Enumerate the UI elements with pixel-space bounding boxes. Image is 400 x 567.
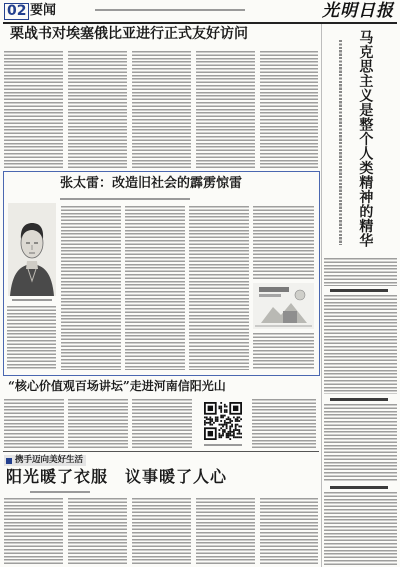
qr-module (218, 435, 220, 437)
qr-module (222, 415, 224, 417)
series-body-column (260, 498, 318, 565)
qr-module (218, 424, 220, 426)
lead-headline: 栗战书对埃塞俄比亚进行正式友好访问 (10, 26, 248, 42)
commentary-subhead (330, 486, 388, 489)
qr-module (209, 416, 211, 418)
qr-module (240, 433, 242, 435)
qr-module (226, 424, 228, 426)
commentary-headline: 马克思主义是整个人类精神的精华 (357, 30, 374, 248)
series-body-column (68, 498, 127, 565)
qr-module (233, 416, 235, 418)
forum-body-column (132, 399, 192, 448)
qr-module (215, 418, 217, 420)
qr-module (226, 406, 228, 408)
qr-module (220, 415, 222, 417)
qr-module (231, 424, 233, 426)
qr-module (228, 416, 230, 418)
qr-module (206, 418, 208, 420)
qr-module (218, 429, 220, 431)
commentary-body (324, 404, 397, 482)
square-bullet-icon (6, 458, 12, 464)
qr-module (228, 433, 230, 435)
qr-module (218, 407, 220, 409)
qr-module (235, 436, 237, 438)
qr-module (222, 426, 224, 428)
qr-module (206, 422, 208, 424)
qr-module (235, 424, 237, 426)
profile-body-column (61, 206, 121, 370)
column-divider (321, 24, 322, 567)
qr-module (220, 402, 222, 404)
qr-module (229, 426, 231, 428)
qr-module (235, 426, 237, 428)
qr-module (213, 422, 215, 424)
qr-module (233, 431, 235, 433)
qr-code-icon (204, 402, 242, 440)
qr-module (237, 429, 239, 431)
qr-module (229, 422, 231, 424)
qr-module (229, 431, 231, 433)
commentary-body (324, 295, 397, 394)
qr-module (220, 406, 222, 408)
qr-module (228, 436, 230, 438)
qr-module (215, 420, 217, 422)
profile-body-column (253, 206, 314, 279)
qr-module (224, 404, 226, 406)
series-body-column (4, 498, 63, 565)
qr-module (226, 435, 228, 437)
lead-body-column (196, 51, 255, 168)
qr-module (218, 436, 220, 438)
illustration-image (253, 283, 314, 329)
lead-body-column (68, 51, 127, 168)
masthead-logo: 光明日报 (322, 1, 394, 21)
qr-module (224, 409, 226, 411)
section-divider (3, 451, 319, 452)
forum-body-column (4, 399, 64, 448)
qr-module (238, 431, 240, 433)
qr-module (231, 426, 233, 428)
qr-module (222, 416, 224, 418)
qr-module (217, 420, 219, 422)
section-name: 要闻 (30, 3, 57, 18)
qr-module (226, 418, 228, 420)
qr-module (226, 422, 228, 424)
qr-module (220, 435, 222, 437)
qr-module (238, 416, 240, 418)
qr-module (238, 429, 240, 431)
qr-module (208, 406, 213, 411)
qr-module (240, 426, 242, 428)
qr-module (217, 418, 219, 420)
qr-module (229, 420, 231, 422)
qr-module (228, 418, 230, 420)
qr-module (222, 435, 224, 437)
qr-module (238, 426, 240, 428)
qr-module (233, 435, 235, 437)
portrait-image (8, 203, 56, 296)
qr-module (220, 420, 222, 422)
qr-module (229, 438, 231, 440)
qr-module (240, 436, 242, 438)
qr-module (211, 424, 213, 426)
profile-byline (60, 198, 190, 200)
qr-module (235, 429, 237, 431)
qr-module (208, 431, 213, 436)
qr-module (220, 416, 222, 418)
qr-module (204, 424, 206, 426)
qr-module (220, 427, 222, 429)
qr-module (224, 429, 226, 431)
qr-module (209, 424, 211, 426)
header-rule (3, 22, 397, 24)
profile-headline: 张太雷：改造旧社会的霹雳惊雷 (60, 176, 243, 191)
series-body-column (196, 498, 255, 565)
qr-module (211, 420, 213, 422)
qr-module (208, 418, 210, 420)
profile-body-column (189, 206, 249, 370)
page-number: 02 (4, 3, 29, 20)
qr-module (220, 409, 222, 411)
profile-body-column (125, 206, 185, 370)
qr-module (218, 433, 220, 435)
qr-module (235, 420, 237, 422)
qr-module (229, 427, 231, 429)
commentary-body (324, 492, 397, 565)
commentary-subhead (330, 398, 388, 401)
qr-module (222, 429, 224, 431)
qr-module (226, 411, 228, 413)
qr-module (215, 416, 217, 418)
profile-body-column (253, 333, 314, 370)
qr-module (222, 424, 224, 426)
qr-module (233, 433, 235, 435)
series-body-column (132, 498, 191, 565)
qr-module (204, 420, 206, 422)
qr-module (233, 436, 235, 438)
series-headline: 阳光暖了衣服 议事暖了人心 (6, 467, 228, 486)
qr-module (224, 411, 226, 413)
qr-module (209, 422, 211, 424)
qr-module (228, 431, 230, 433)
qr-module (240, 418, 242, 420)
qr-module (204, 422, 206, 424)
qr-module (220, 407, 222, 409)
qr-module (231, 435, 233, 437)
qr-module (208, 422, 210, 424)
portrait-caption (12, 299, 52, 301)
series-column-label (4, 455, 86, 466)
lead-body-column (132, 51, 191, 168)
qr-module (235, 427, 237, 429)
qr-module (233, 406, 238, 411)
qr-module (220, 411, 222, 413)
qr-module (229, 429, 231, 431)
forum-headline: “核心价值观百场讲坛”走进河南信阳光山 (8, 379, 226, 393)
qr-module (209, 418, 211, 420)
forum-body-column (68, 399, 128, 448)
qr-module (237, 436, 239, 438)
qr-module (231, 420, 233, 422)
qr-module (224, 424, 226, 426)
qr-module (237, 418, 239, 420)
qr-module (211, 418, 213, 420)
header-meta-text (95, 9, 245, 11)
qr-module (229, 433, 231, 435)
series-byline (30, 491, 90, 493)
qr-module (229, 435, 231, 437)
qr-module (224, 406, 226, 408)
commentary-subhead (330, 289, 388, 292)
qr-module (224, 415, 226, 417)
commentary-subtitle (339, 40, 342, 245)
qr-module (228, 435, 230, 437)
qr-module (226, 426, 228, 428)
forum-body-column (252, 399, 316, 448)
profile-body-column (7, 306, 56, 370)
qr-module (217, 416, 219, 418)
qr-module (228, 422, 230, 424)
qr-module (226, 433, 228, 435)
qr-module (224, 420, 226, 422)
qr-module (238, 436, 240, 438)
qr-module (226, 409, 228, 411)
qr-module (220, 424, 222, 426)
qr-module (237, 424, 239, 426)
qr-module (226, 436, 228, 438)
qr-module (238, 433, 240, 435)
qr-module (237, 420, 239, 422)
qr-module (233, 429, 235, 431)
qr-module (229, 418, 231, 420)
qr-module (218, 406, 220, 408)
commentary-body (324, 258, 397, 286)
qr-module (238, 420, 240, 422)
qr-module (237, 433, 239, 435)
lead-body-column (260, 51, 318, 168)
qr-module (209, 420, 211, 422)
qr-module (237, 416, 239, 418)
qr-module (224, 431, 226, 433)
qr-module (231, 431, 233, 433)
series-column-label-text: 携手迈向美好生活 (15, 455, 84, 465)
qr-module (235, 418, 237, 420)
qr-module (222, 431, 224, 433)
qr-module (220, 436, 222, 438)
qr-caption (204, 444, 242, 446)
lead-body-column (4, 51, 63, 168)
qr-module (226, 427, 228, 429)
qr-module (206, 416, 208, 418)
qr-module (224, 422, 226, 424)
qr-module (204, 416, 206, 418)
qr-module (222, 433, 224, 435)
